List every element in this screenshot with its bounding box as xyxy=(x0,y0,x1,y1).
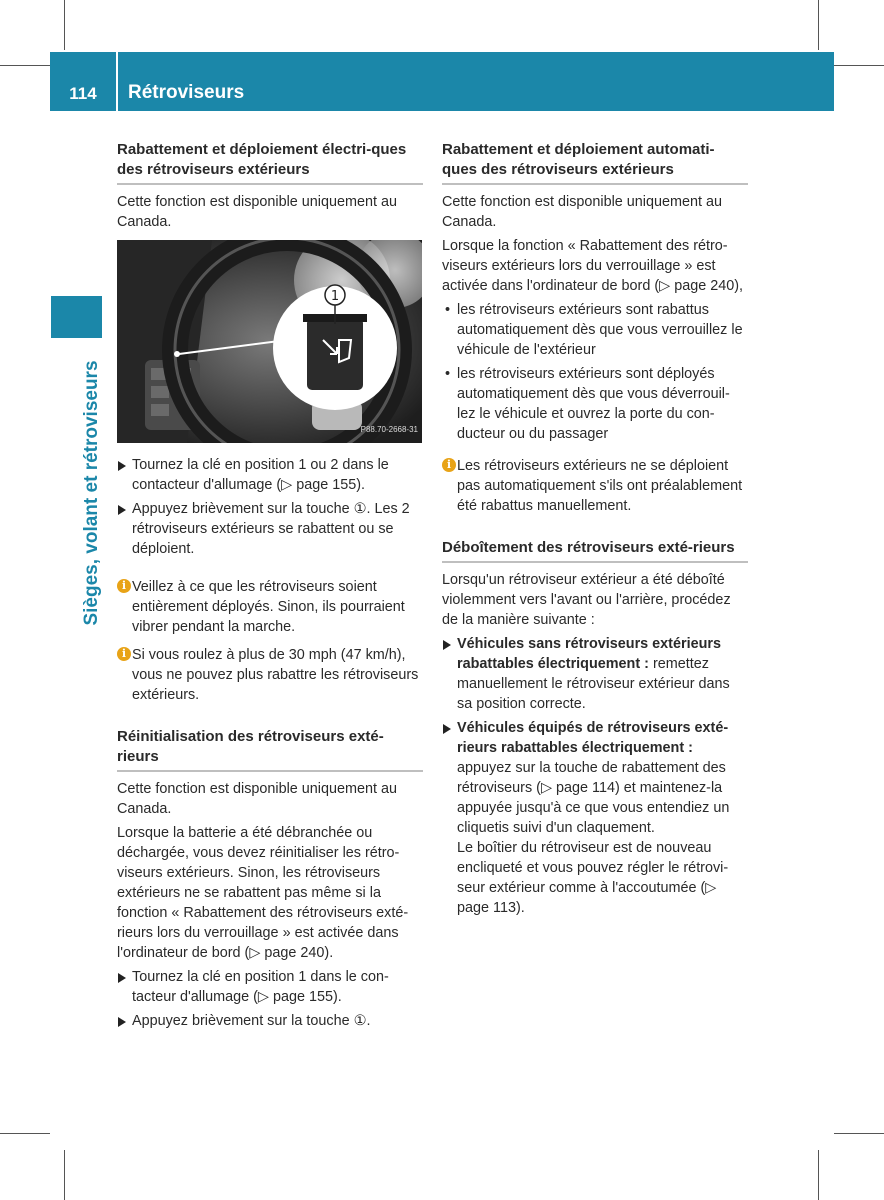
section-heading: Rabattement et déploiement électri-ques des rétroviseurs extérieurs xyxy=(117,140,423,185)
info-icon: i xyxy=(117,647,131,661)
instruction-step: Tournez la clé en position 1 ou 2 dans le contacteur d'allumage (▷ page 155). xyxy=(117,455,423,495)
page-number: 114 xyxy=(69,84,97,103)
info-note xyxy=(442,456,748,516)
crop-mark xyxy=(0,1133,50,1134)
step-text: Le boîtier du rétroviseur est de nouveau encliqueté et vous pouvez régler le rétrovi-seur extérieur comme à l'accoutumée (▷ page 113). xyxy=(457,840,729,916)
crop-mark xyxy=(834,1133,884,1134)
paragraph: Cette fonction est disponible uniquement au Canada. xyxy=(117,781,398,817)
left-column xyxy=(117,140,423,1035)
info-icon: i xyxy=(442,458,456,472)
paragraph: Cette fonction est disponible uniquement au Canada. xyxy=(117,194,398,230)
paragraph: Lorsque la batterie a été débranchée ou déchargée, vous devez réinitialiser les rétro-viseurs extérieurs. Sinon, les rétroviseurs extérieurs ne se rabattent pas même si la fonction « Rabattement des rétroviseurs exté-rieurs lors du verrouillage » est activée dans l'ordinateur de bord (▷ page 240). xyxy=(117,825,409,961)
crop-mark xyxy=(834,65,884,66)
paragraph: Lorsqu'un rétroviseur extérieur a été déboîté violemment vers l'avant ou l'arrière, procédez de la manière suivante : xyxy=(442,572,731,628)
dashboard-photo xyxy=(117,240,422,443)
svg-text:1: 1 xyxy=(330,289,340,304)
step-text: remettez manuellement le rétroviseur extérieur dans sa position correcte. xyxy=(457,656,730,712)
dashboard-illustration xyxy=(117,240,422,443)
crop-mark xyxy=(0,65,50,66)
note-text: Si vous roulez à plus de 30 mph (47 km/h), vous ne pouvez plus rabattre les rétroviseurs extérieurs. xyxy=(132,647,419,703)
step-condition: Véhicules sans rétroviseurs extérieurs rabattables électriquement : xyxy=(457,636,721,672)
paragraph: Cette fonction est disponible uniquement au Canada. xyxy=(442,194,723,230)
bullet-item: • les rétroviseurs extérieurs sont rabattus automatiquement dès que vous verrouillez le véhicule de l'extérieur xyxy=(442,300,748,360)
crop-mark xyxy=(64,0,65,50)
info-icon: i xyxy=(117,579,131,593)
section-tab xyxy=(51,296,102,338)
crop-mark xyxy=(818,1150,819,1200)
right-column xyxy=(442,140,748,922)
section-heading: Réinitialisation des rétroviseurs exté-rieurs xyxy=(117,727,423,772)
section-heading: Déboîtement des rétroviseurs exté-rieurs xyxy=(442,538,748,563)
page-title: Rétroviseurs xyxy=(128,82,245,103)
instruction-step: Appuyez brièvement sur la touche ①. xyxy=(117,1011,423,1031)
note-text: Les rétroviseurs extérieurs ne se déploient pas automatiquement s'ils ont préalablement été rabattus manuellement. xyxy=(457,458,743,514)
section-heading: Rabattement et déploiement automati-ques des rétroviseurs extérieurs xyxy=(442,140,748,185)
crop-mark xyxy=(818,0,819,50)
step-condition: Véhicules équipés de rétroviseurs exté-rieurs rabattables électriquement : xyxy=(457,720,729,756)
note-text: Veillez à ce que les rétroviseurs soient entièrement déployés. Sinon, ils pourraient vibrer pendant la marche. xyxy=(132,579,405,635)
step-text: appuyez sur la touche de rabattement des rétroviseurs (▷ page 114) et maintenez-la appuyée jusqu'à ce que vous entendiez un cliquetis suivi d'un claquement. xyxy=(457,760,730,836)
instruction-step xyxy=(442,634,748,714)
instruction-step: Tournez la clé en position 1 dans le con-tacteur d'allumage (▷ page 155). xyxy=(117,967,423,1007)
bullet-item: • les rétroviseurs extérieurs sont déployés automatiquement dès que vous déverrouil-lez le véhicule et ouvrez la porte du con-ducteur ou du passager xyxy=(442,364,748,444)
instruction-step: Appuyez brièvement sur la touche ①. Les 2 rétroviseurs extérieurs se rabattent ou se déploient. xyxy=(117,499,423,559)
info-note xyxy=(117,645,423,705)
info-note xyxy=(117,577,423,637)
crop-mark xyxy=(64,1150,65,1200)
paragraph: Lorsque la fonction « Rabattement des rétro-viseurs extérieurs lors du verrouillage » est activée dans l'ordinateur de bord (▷ page 240), xyxy=(442,238,744,294)
section-tab-label: Sièges, volant et rétroviseurs xyxy=(81,360,102,626)
instruction-step xyxy=(442,718,748,918)
figure-code: P88.70-2668-31 xyxy=(360,425,418,434)
